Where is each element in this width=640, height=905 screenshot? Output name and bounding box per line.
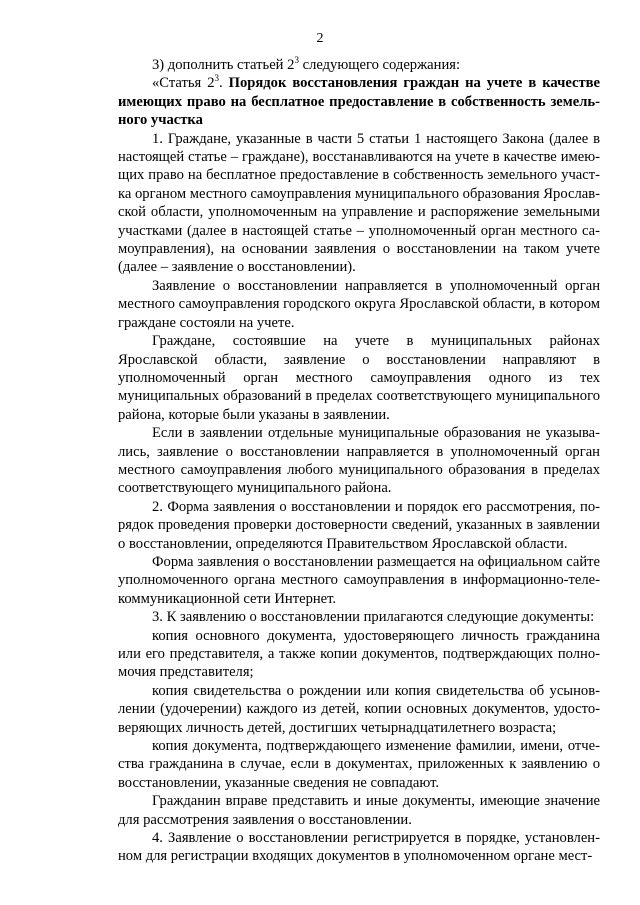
paragraph: копия основного документа, удостоверяющего личность гражданина или его представителя, а также копии документов, подтверждающих полномочия представителя; xyxy=(118,627,600,681)
paragraph: 3. К заявлению о восстановлении прилагаются следующие документы: xyxy=(152,609,595,626)
article-title: Порядок восстановления граждан на учете в качестве имеющих право на бесплатное предоставление в собственность земельного участка xyxy=(118,75,601,129)
paragraph: Заявление о восстановлении направляется в уполномоченный орган местного самоуправления городского округа Ярославской области, в котором граждане состояли на учете. xyxy=(118,277,600,331)
page-number: 2 xyxy=(316,31,324,46)
paragraph: Гражданин вправе представить и иные документы, имеющие значение для рассмотрения заявления о восстановлении. xyxy=(118,793,600,828)
article-prefix: «Статья 2 xyxy=(152,75,215,92)
paragraph: 2. Форма заявления о восстановлении и порядок его рассмотрения, порядок проведения проверки достоверности сведений, указанных в заявлении о восстановлении, определяются Правительством Ярославской области. xyxy=(118,498,600,552)
amendment-intro-text: 3) дополнить статьей 2 xyxy=(152,57,295,73)
amendment-intro-superscript: 3 xyxy=(294,55,299,66)
paragraph: 1. Граждане, указанные в части 5 статьи 1 настоящего Закона (далее в настоящей статье – граждане), восстанавливаются на учете в качестве имеющих право на бесплатное предоставление в собственность земельного участка органом местного самоуправления муниципального образования Ярославской области, уполномоченным на управление и распоряжение земельными участками (далее в настоящей статье – уполномоченный орган местного самоуправления), на основании заявления о восстановлении на таком учете (далее – заявление о восстановлении). xyxy=(118,130,600,276)
paragraph: Форма заявления о восстановлении размещается на официальном сайте уполномоченного органа местного самоуправления в информационно-телекоммуникационной сети Интернет. xyxy=(118,553,600,607)
paragraph: копия свидетельства о рождении или копия свидетельства об усыновлении (удочерении) каждого из детей, копии основных документов, удостоверяющих личность детей, достигших четырнадцатилетнего возраста; xyxy=(118,682,600,736)
article-heading xyxy=(118,74,600,129)
paragraph: Если в заявлении отдельные муниципальные образования не указывались, заявление о восстановлении направляется в уполномоченный орган местного самоуправления любого муниципального образования в пределах соответствующего муниципального района. xyxy=(118,425,600,497)
amendment-intro xyxy=(118,56,600,74)
paragraph: Граждане, состоявшие на учете в муниципальных районах Ярославской области, заявление о восстановлении направляют в уполномоченный орган местного самоуправления одного из тех муниципальных образований в пределах соответствующего муниципального района, которые были указаны в заявлении. xyxy=(118,333,600,423)
article-dot: . xyxy=(219,75,229,92)
paragraph: копия документа, подтверждающего изменение фамилии, имени, отчества гражданина в случае, если в документах, приложенных к заявлению о восстановлении, указанные сведения не совпадают. xyxy=(118,738,600,791)
article-superscript: 3 xyxy=(214,73,220,84)
amendment-intro-tail: следующего содержания: xyxy=(298,57,461,73)
paragraph: 4. Заявление о восстановлении регистрируется в порядке, установленном для регистрации входящих документов в уполномоченном органе мест- xyxy=(118,830,600,865)
document-body xyxy=(118,56,600,866)
